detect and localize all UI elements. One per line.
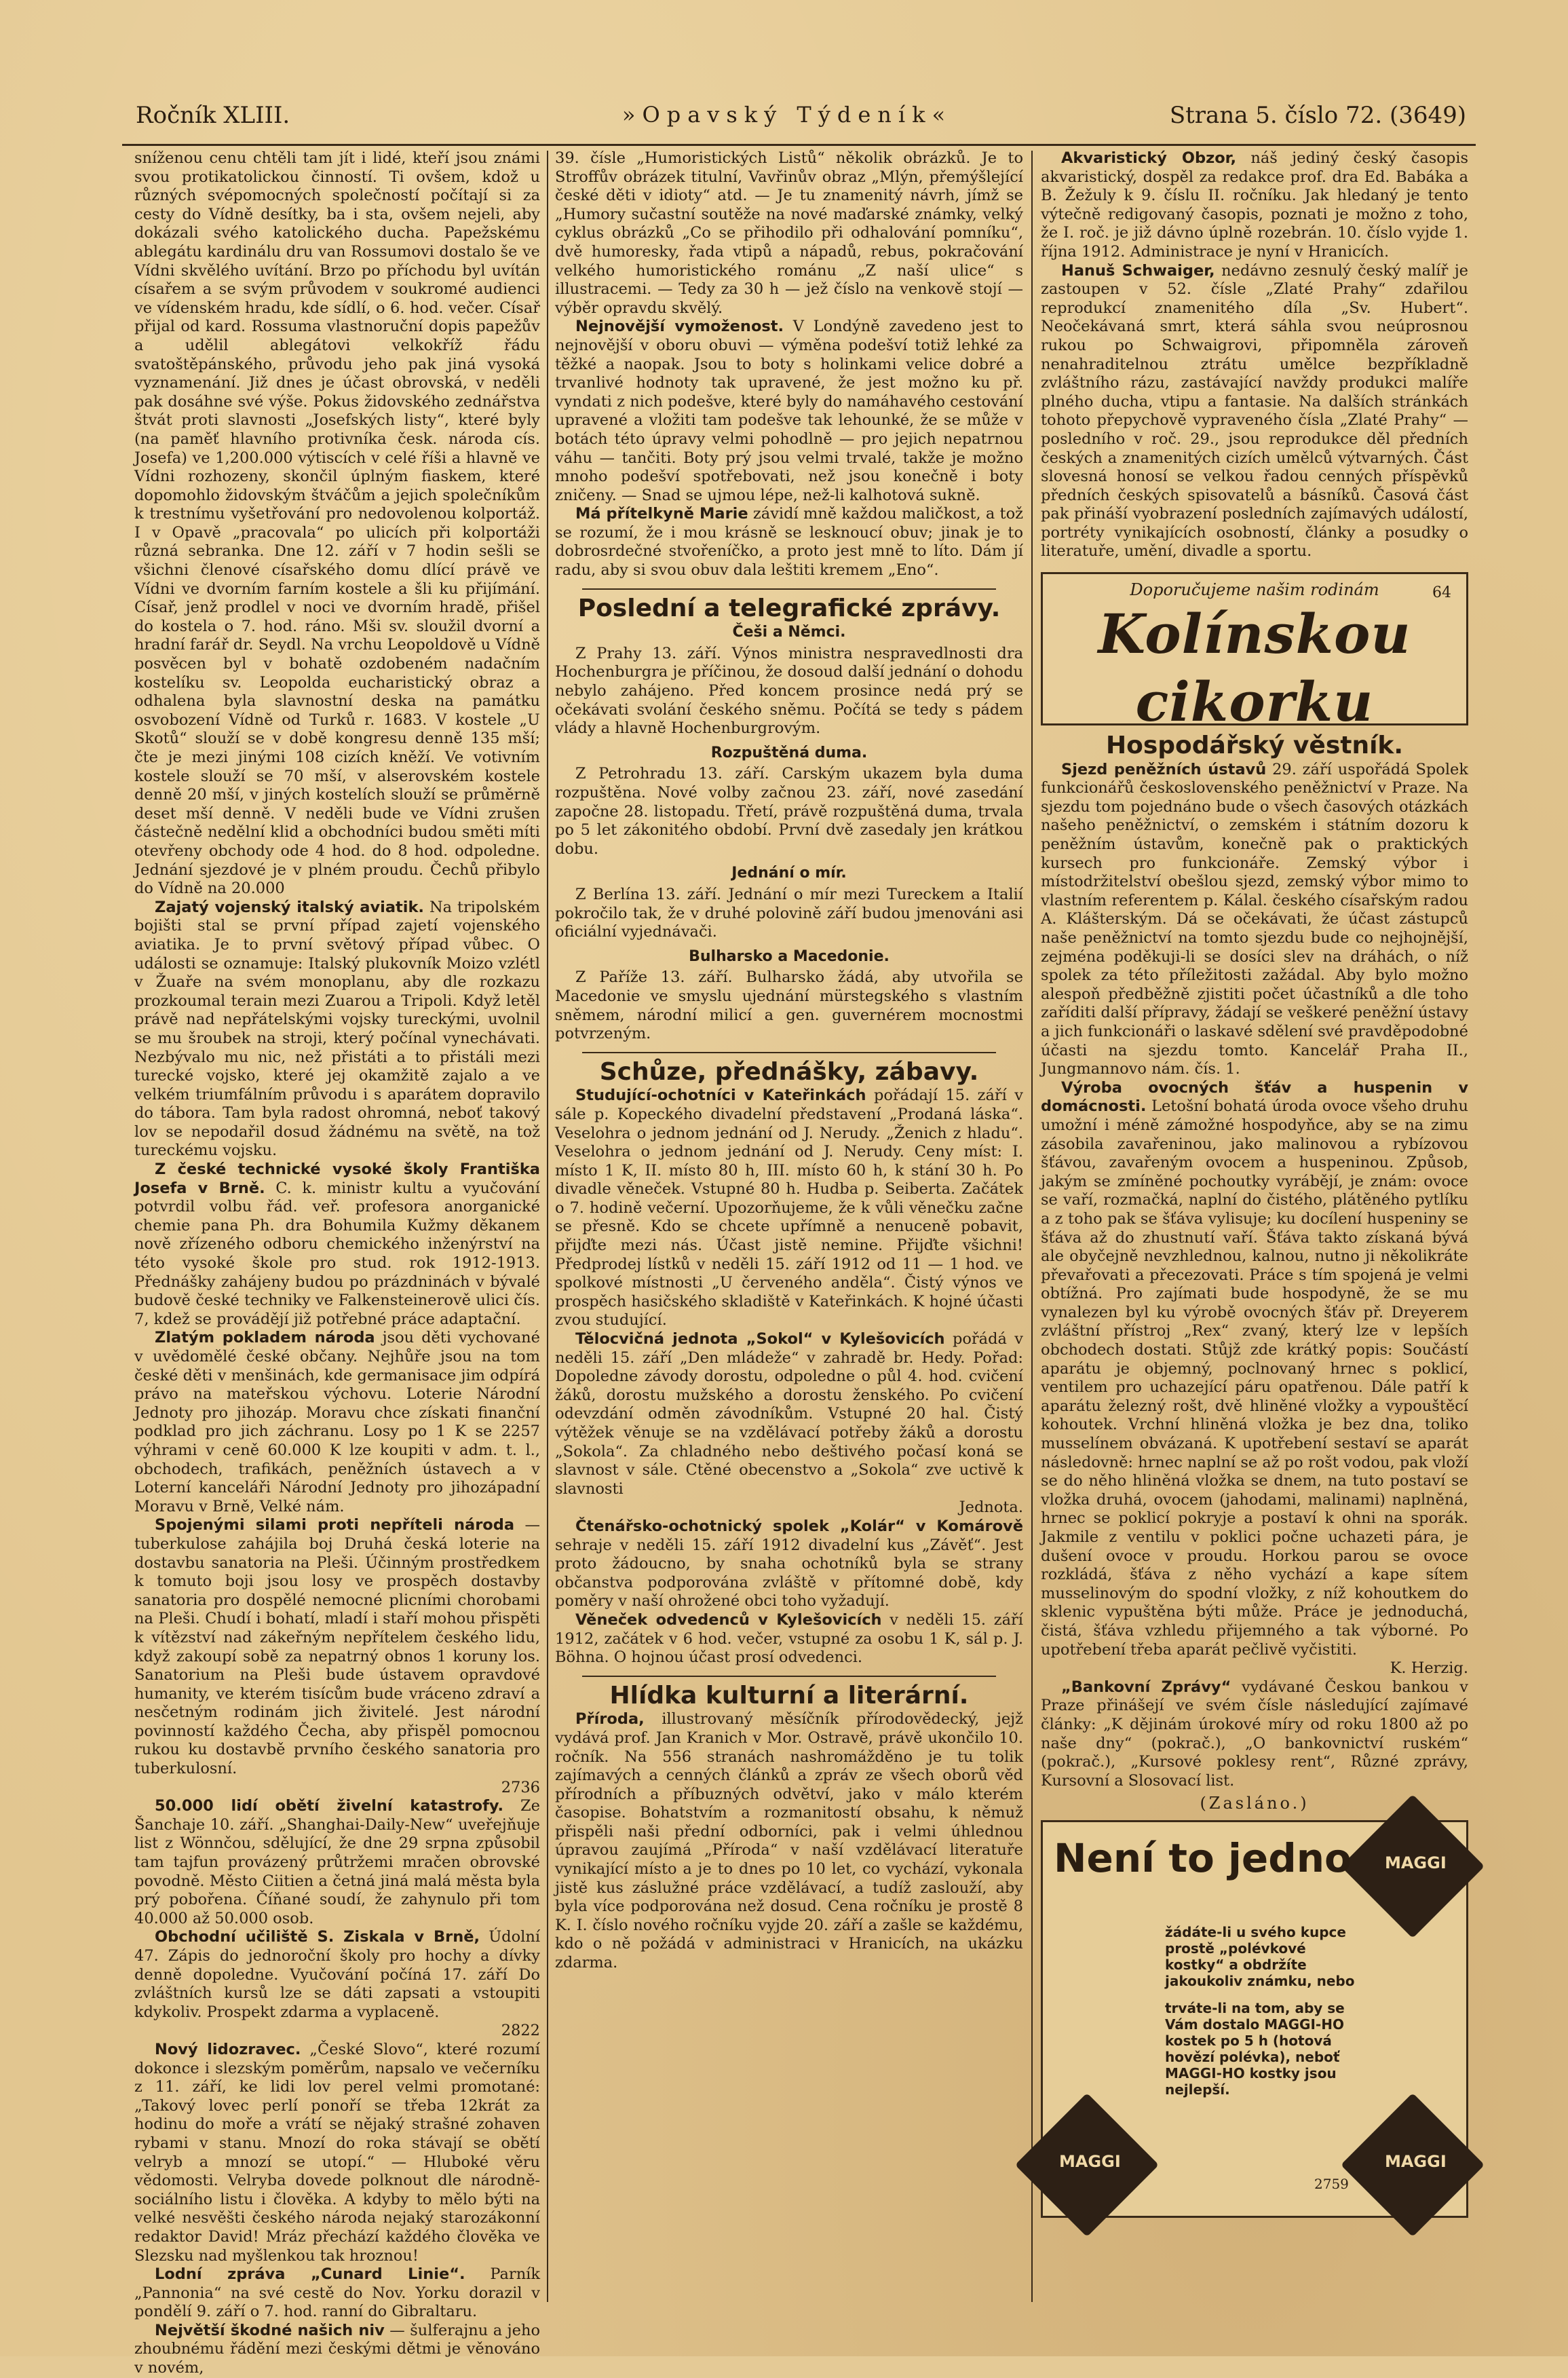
header-masthead: »Opavský Týdeník« — [622, 102, 953, 128]
article — [134, 1797, 540, 1928]
section-heading: Schůze, přednášky, zábavy. — [599, 1057, 979, 1086]
section-separator — [582, 1676, 996, 1677]
maggi-cube-logo: MAGGI — [1015, 2093, 1159, 2237]
article — [134, 1516, 540, 1797]
economy-headline: „Bankovní Zprávy“ — [1061, 1678, 1231, 1696]
article — [134, 1329, 540, 1516]
zaslano-label: (Zasláno.) — [1200, 1794, 1309, 1813]
review-item — [555, 1710, 1023, 1972]
article — [134, 1160, 540, 1329]
ad-code: 2759 — [1314, 2175, 1349, 2192]
article — [555, 318, 1023, 505]
article — [555, 505, 1023, 580]
maggi-headline: Není to jedno — [1054, 1834, 1352, 1881]
subheading: Rozpuštěná duma. — [710, 744, 868, 761]
ad-code: 2736 — [501, 1778, 540, 1796]
subheading: Češi a Němci. — [732, 624, 846, 641]
review-body: nedávno zesnulý český malíř je zastoupen v 52. čísle „Zlaté Prahy“ zdařilou reprodukcí znamenitého díla „Sv. Hubert“. Neočekávaná smrt, která sáhla svou neúprosnou rukou po Schwaigrovi, připomněla zároveň nenahraditelnou ztrátu umělce bezpříkladně zvláštního rázu, zastávající navždy produkci malíře plného ducha, vtipu a fantasie. Na dalších stránkách tohoto přepychově vypraveného čísla „Zlaté Prahy“ — posledního v roč. 29., jsou reprodukce děl předních českých a znamenitých cizích umělců výtvarných. Část slovesná honosí se velkou řadou cenných příspěvků předních českých spisovatelů a básníků. Časová část pak přináší vyobrazení posledních zajímavých událostí, portréty vynikajících osobností, články a posudky o literatuře, umění, divadle a sportu. — [1041, 261, 1468, 561]
column-divider — [547, 151, 548, 2302]
section-separator — [582, 1052, 996, 1053]
ad-code: 2822 — [501, 2022, 540, 2040]
subheading: Bulharsko a Macedonie. — [689, 947, 890, 965]
article-body: Parník „Pannonia“ na své cestě do Nov. Yorku dorazil v pondělí 9. září o 7. hod. ranní do Gibraltaru. — [134, 2265, 541, 2321]
economy-body: 29. září uspořádá Spolek funkcionářů československého peněžnictví v Praze. Na sjezdu tom pojednáno bude o všech časových otázkách našeho peněžnictví, o zemském i státním dozoru k peněžním ústavům, konečně pak o praktických kursech pro funkcionáře. Zemský výbor i místodržitelství obešlou sjezd, zemský výbor mimo to vlastním referentem p. Kálal. českého císařským radou A. Klášterským. Dá se očekávati, že účast zástupců naše peněžnictví na tomto sjezdu bude co nejhojnější, zejména poděkuji-li se dosíci slev na dráhách, o níž spolek za této příležitosti zažádal. Aby bylo možno alespoň předběžně zjistiti počet účastníků a dle toho zaříditi další přípravy, žádají se veškeré peněžní ústavy a jich funkcionáři o laskavé sdělení své pravděpodobné účasti na sjezdu tomto. Kancelář Praha II., Jungmannovo nám. čís. 1. — [1041, 760, 1468, 1078]
review-headline: Hanuš Schwaiger, — [1061, 261, 1215, 280]
article-body: Na tripolském bojišti stal se první případ zajetí vojenského aviatika. Je to první světový případ vůbec. O události se oznamuje: Italský plukovník Moizo vzlétl v Žuaře na svém monoplanu, aby dle rozkazu prozkoumal terain mezi Zuarou a Tripoli. Když letěl právě nad nepřátelskými vojsky tureckými, uvolnil se mu šroubek na stroji, který počínal vynechávati. Nezbývalo mu nic, než přistáti a to přistáli mezi turecké vojsko, které jej okamžitě zajalo a ve velkém triumfálním průvodu i s aparátem dopravilo do tábora. Tam byla radost ohromná, neboť takový lov se nepodařil dosud žádnému na světě, na tož tureckému vojsku. — [134, 898, 540, 1160]
article-body: Ze Šanchaje 10. září. „Shanghai-Daily-New“ uveřejňuje list z Wönnčou, sdělující, že dne 29 srpna způsobil tam tajfun provázený průtržemi mračen obrovské povodně. Město Ciitien a četná jiná malá města byla prý pobořena. Číňané soudí, že zahynulo při tom 40.000 až 50.000 osob. — [134, 1797, 540, 1927]
advertisement-maggi — [1041, 1820, 1468, 2218]
review-headline: Akvaristický Obzor, — [1061, 149, 1237, 167]
review-item — [1041, 262, 1468, 562]
maggi-text-2: trváte-li na tom, aby se Vám dostalo MAGGI-HO kostek po 5 h (hotová hovězí polévka), neboť MAGGI-HO kostky jsou nejlepší. — [1165, 1999, 1345, 2098]
article-body: Údolní 47. Zápis do jednoroční školy pro hochy a dívky denně dopoledne. Vyučování počíná 17. září Do zvláštních kursů lze se dáti zapsati a vstoupiti kdykoliv. Prospekt zdarma a vyplaceně. — [134, 1928, 541, 2021]
article — [134, 1928, 540, 2041]
economy-item — [1041, 1079, 1468, 1678]
column-3 — [1041, 149, 1468, 2307]
ad-number: 64 — [1432, 584, 1451, 602]
article-body: C. k. ministr kultu a vyučování potvrdil volbu řád. veř. profesora anorganické chemie pana Ph. dra Bohumila Kužmy děkanem nově zřízeného odboru chemického inženýrství na této vysoké škole pro stud. rok 1912-1913. Přednášky zahájeny budou po prázdninách v bývalé budově české techniky ve Falkensteinerově ulici čís. 7, kdež se provádějí již potřebné práce adaptační. — [134, 1179, 540, 1328]
economy-headline: Výroba ovocných šťáv a huspenin v domácnosti. — [1041, 1078, 1468, 1116]
column-1 — [134, 149, 541, 2377]
article: 39. čísle „Humoristických Listů“ několik obrázků. Je to Stroffův obrázek titulní, Vavřinův obraz „Mlýn, přemýšlející české děti v idioty“ atd. — Je tu znamenitý návrh, jímž se „Humory sučastní soutěže na nové maďarské známky, velký cyklus obrázků „Co se přihodilo při odhalování pomníku“, dvě humoresky, řada vtipů a nápadů, rebus, pokračování velkého humoristického románu „Z naší ulice“ s illustracemi. — Tedy za 30 h — jež číslo na venkově stojí — výběr opravdu skvělý. — [555, 149, 1023, 317]
article-headline: Z české technické vysoké školy Františka Josefa v Brně. — [134, 1160, 540, 1197]
ad-tagline: Doporučujeme našim rodinám — [1130, 580, 1379, 600]
article-headline: 50.000 lidí obětí živelní katastrofy. — [155, 1797, 504, 1815]
event-body: v neděli 15. září 1912, začátek v 6 hod. večer, vstupné za osobu 1 K, sál p. J. Böhna. O hojnou účast prosí odvedenci. — [555, 1610, 1023, 1667]
event-body: pořádají 15. září v sále p. Kopeckého divadelní představení „Prodaná láska“. Veselohra o jednom jednání od J. Nerudy. „Ženich z hladu“. Veselohra o jednom jednání od J. Nerudy. Ceny míst: I. místo 1 K, II. místo 80 h, III. místo 60 h, k stání 30 h. Po divadle věneček. Vstupné 80 h. Hudba p. Seiberta. Začátek o 7. hodině večerní. Upozorňujeme, že k vůli věnečku začne se přesně. Kdo se chcete upřímně a nenuceně pobavit, přijďte mezi nás. Účast jistě nemine. Přijďte všichni! Předprodej lístků v neděli 15. září 1912 od 11 — 1 hod. ve spolkové místnosti „U červeného anděla“. Čistý výnos ve prospěch hasičského skladiště v Kateřinkách. K hojné účasti zvou studující. — [555, 1087, 1023, 1329]
news-item: Z Paříže 13. září. Bulharsko žádá, aby utvořila se Macedonie ve smyslu ujednání mürstegského s vlastním sněmem, národní milicí a gen. guvernérem mocnostmi potvrzeným. — [555, 968, 1023, 1043]
column-divider — [1031, 151, 1033, 2302]
news-item: Z Berlína 13. září. Jednání o mír mezi Tureckem a Italií pokročilo tak, že v druhé polovině září budou jmenováni asi oficiální vyjednávači. — [555, 885, 1023, 941]
maggi-cube-logo: MAGGI — [1341, 1794, 1485, 1938]
maggi-text-1: žádáte-li u svého kupce prostě „polévkové kostky“ a obdržíte jakoukoliv známku, nebo — [1165, 1923, 1355, 1989]
article-headline: Lodní zpráva „Cunard Linie“. — [155, 2265, 465, 2284]
article-headline: Zlatým pokladem národa — [155, 1329, 375, 1347]
article-body: — tuberkulose zahájila boj Druhá česká loterie na dostavbu sanatoria na Pleši. Účinným prostředkem k tomuto boji jsou losy ve prospěch dostavby sanatoria pro dospělé nemocné plicními chorobami na Pleši. Chudí i bohatí, mladí i staří mohou přispěti k vítězství nad zákeřným nepřítelem českého lidu, když zakoupí sobě za nepatrný obnos 1 koruny los. Sanatorium na Pleši bude ústavem opravdové humanity, ve kterém tisícům bude vráceno zdraví a nesčetným rodinám jich živitelé. Jest národní povinností každého Čecha, aby přispěl pomocnou rukou ku dostavbě prvního českého sanatoria pro tuberkulosní. — [134, 1516, 540, 1778]
event-headline: Čtenářsko-ochotnický spolek „Kolár“ v Komárově — [575, 1517, 1023, 1535]
article — [134, 2322, 540, 2378]
signature: Jednota. — [959, 1498, 1023, 1517]
review-item — [1041, 149, 1468, 262]
header-page-number: Strana 5. číslo 72. (3649) — [1169, 102, 1466, 129]
event-headline: Studující-ochotníci v Kateřinkách — [575, 1087, 866, 1105]
section-heading: Poslední a telegrafické zprávy. — [577, 594, 1001, 622]
economy-body: Letošní bohatá úroda ovoce všeho druhu umožní i méně zámožné hospodyňce, aby se na zimu zásobila zavařeninou, jako malinovou a rybízovou šťávou, zavařeným ovocem a huspeninou. Způsob, jakým se zmíněné pochoutky vyrábějí, je znám: ovoce se vaří, rozmačká, naplní do čistého, plátěného pytlíku a z toho pak se šťáva vylisuje; ku docílení huspeniny se šťáva až do zhustnutí vaří. Šťáva takto získaná bývá ale obyčejně nevzhlednou, kalnou, nutno ji několikráte převařovati a přecezovati. Práce s tím spojená je velmi obtížná. Pro zajímati bude hospodyně, že se mu vynalezen byl ku výrobě ovocných šťáv př. Dreyerem zvláštní přístroj „Rex“ zvaný, který lze v lepších obchodech dostati. Stůjž zde krátký popis: Součástí aparátu je objemný, poclnovaný hrnec s poklicí, ventilem pro uchazející páru opatřenou. Dále patří k aparátu železný rošt, dvě hliněné vložky a vypouštěcí kohoutek. Vrchní hliněná vložka je bez dna, toliko musselínem obvázaná. K upotřebení sestaví se aparát následovně: hrnec naplní se až po rošt vodou, pak vloží se do něho hliněná vložka se dnem, na tuto postaví se vložka druhá, ovocem (jahodami, malinami) naplněná, hrnec se poklicí pokryje a postaví k ohni na sporák. Jakmile z ventilu v poklici počne uchazeti pára, je dušení ovoce v proudu. Horkou parou se ovoce rozkládá, šťáva z něho vychází a kape sítem musselinovým do spodní vložky, z níž kohoutkem do sklenic vypuštěna býti může. Práce je jednoduchá, čistá, šťáva vzhledu přijemného a tak výborné. Po upotřebení třeba aparát pečlivě vyčistiti. — [1041, 1097, 1468, 1659]
review-headline: Příroda, — [575, 1710, 645, 1729]
news-item: Z Petrohradu 13. září. Carským ukazem byla duma rozpuštěna. Nové volby začnou 23. září, nové zasedání započne 28. listopadu. Třetí, právě rozpuštěná duma, trvala po 5 let zákonitého období. První dvě zasedaly jen krátkou dobu. — [555, 765, 1023, 858]
article-body: jsou děti vychované v uvědomělé české občany. Nejhůře jsou na tom české děti v menšinách, kde germanisace jim odpírá právo na mateřskou výchovu. Loterie Národní Jednoty pro jihozáp. Moravu chce získati finanční podklad pro jich záchranu. Losy po 1 K se 2257 výhrami v ceně 60.000 K lze koupiti v adm. t. l., obchodech, trafikách, peněžních ústavech a v Loterní kanceláři Národní Jednoty pro jihozápadní Moravu v Brně, Velké nám. — [134, 1329, 540, 1515]
maggi-text — [1165, 1924, 1369, 2109]
event-headline: Tělocvičná jednota „Sokol“ v Kylešovicích — [575, 1330, 945, 1348]
economy-headline: Sjezd peněžních ústavů — [1061, 760, 1267, 778]
review-body: illustrovaný měsíčník přírodovědecký, jejž vydává prof. Jan Kranich v Mor. Ostravě, právě ukončilo 10. ročník. Na 556 stranách nashromážděno je tu tolik zajímavých a cenných článků a zpráv ze všech oborů věd přírodních a příbuzných odvětví, jako v málo kterém časopise. Bohatstvím a rozmanitostí obsahu, k němuž přispěli naši přední odborníci, pak i velmi úhlednou úpravou zaujímá „Příroda“ v naší vzdělávací literatuře vynikající místo a je to dnes po 10 let, co vychází, vykonala jistě kus záslužné práce vzdělávací, a tudíž zaslouží, aby byla více podporována než dosud. Cena ročníku je prostě 8 K. I. číslo nového ročníku vyjde 20. září a zašle se každému, kdo o ně požádá v administraci v Hranicích, na ukázku zdarma. — [555, 1710, 1024, 1972]
event-item — [555, 1517, 1023, 1611]
ad-title: Kolínskou cikorku — [1098, 601, 1411, 734]
news-item: Z Prahy 13. září. Výnos ministra nespravedlnosti dra Hochenburgra je příčinou, že dosoud další jednání o dohodu nebylo zahájeno. Před koncem prosince nedá prý se očekávati svolání českého sněmu. Počítá se tedy s pádem vlády a hlavně Hochenburgrovým. — [555, 644, 1023, 738]
article-headline: Obchodní učiliště S. Ziskala v Brně, — [155, 1928, 480, 1946]
article-headline: Nejnovější vymoženost. — [575, 318, 784, 336]
event-item — [555, 1330, 1023, 1517]
advertisement-cikorka — [1041, 572, 1468, 734]
maggi-cube-logo: MAGGI — [1341, 2093, 1485, 2237]
section-heading: Hospodářský věstník. — [1105, 732, 1404, 760]
event-headline: Věneček odvedenců v Kylešovicích — [575, 1610, 882, 1629]
article-body: závidí mně každou maličkost, a tož se rozumí, že i mou krásně se lesknoucí obuv; jinak je to dobrosrdečné stvořeníčko, a proto jest mně to líto. Dám jí radu, aby si svou obuv dala leštiti kremem „Eno“. — [555, 505, 1023, 580]
article — [134, 2041, 540, 2265]
header-volume: Ročník XLIII. — [136, 102, 290, 129]
article-headline: Spojenými silami proti nepříteli národa — [155, 1516, 515, 1534]
article-body: — šulferajnu a jeho zhoubnému řádění mezi českými dětmi je věnováno v novém, — [134, 2321, 540, 2377]
article-headline: Zajatý vojenský italský aviatik. — [155, 898, 424, 916]
economy-body: vydávané Českou bankou v Praze přinášejí ve svém čísle následující zajímavé články: „K dějinám úrokové míry od roku 1800 až po naše dny“ (pokrač.), „O bankovnictví ruském“ (pokrač.), „Kursové poklesy rent“, Různé zprávy, Kursovní a Slosovací list. — [1041, 1678, 1468, 1790]
section-separator — [582, 588, 996, 590]
header-rule — [122, 144, 1476, 146]
article — [134, 899, 540, 1160]
section-heading: Hlídka kulturní a literární. — [609, 1681, 969, 1710]
article-headline: Největší škodné našich niv — [155, 2321, 385, 2339]
article-body: „České Slovo“, které rozumí dokonce i slezským poměrům, napsalo ve večerníku z 11. září, ke lidi lov perel velmi promotané: „Takový lovec perlí ponoří se třeba 12krát za hodinu do moře a vrátí se nějaký strašné zohaven rybami v stanu. Mnozí do roka stávají se obětí velryb a mnozí se utopí.“ — Hluboké věru vědomosti. Velryba dovede polknout dle národně-sociálního listu i člověka. A kdyby to mělo býti na velké nesvěšti českého národa nejaký starozákonní redaktor David! Mráz přechází každého člověka ve Slezsku nad myšlenkou tak hroznou! — [134, 2040, 540, 2265]
subheading: Jednání o mír. — [731, 865, 847, 882]
article-headline: Nový lidozravec. — [155, 2040, 301, 2058]
event-item — [555, 1611, 1023, 1667]
article-headline: Má přítelkyně Marie — [575, 505, 748, 523]
event-item — [555, 1087, 1023, 1330]
event-body: sehraje v neděli 15. září 1912 divadelní kus „Závěť“. Jest proto žádoucno, by snaha ochotníků byla se strany občanstva podporována zvláště v přítomné době, kdy poměry v naší ohrožené obci toho vyžadují. — [555, 1536, 1023, 1610]
economy-item — [1041, 761, 1468, 1079]
signature: K. Herzig. — [1390, 1659, 1468, 1678]
event-body: pořádá v neděli 15. září „Den mládeže“ v zahradě br. Hedy. Pořad: Dopoledne závody dorostu, odpoledne o půl 4. hod. cvičení žáků, dorostu mužského a dorostu ženského. Po cvičení odevzdání odměn závodníkům. Vstupné 20 hal. Čistý výtěžek věnuje se na vzdělávací potřeby žáků a dorostu „Sokola“. Za chladného nebo deštivého počasí koná se slavnost v sále. Ctěné obecenstvo a „Sokola“ zve uctivě k slavnosti — [555, 1330, 1023, 1498]
article-body: V Londýně zavedeno jest to nejnovější v oboru obuvi — výměna podešví totiž lehké za těžké a naopak. Jsou to boty s holinkami velice dobré a trvanlivé hodnoty tak upravené, že jest možno ku př. vyndati z nich podešve, které byly do namáhavého cestování upravené a vložiti tam podešve tak lehounké, že se může v botách této úpravy velmi pohodlně — pro jejich nepatrnou váhu — tančiti. Boty prý jsou velmi trvalé, takže je možno mnoho podešví spotřebovati, než jsou konečně i boty zničeny. — Snad se ujmou lépe, než-li kalhotová sukně. — [555, 318, 1023, 504]
review-body: náš jediný český časopis akvaristický, dospěl za redakce prof. dra Ed. Babáka a B. Žežuly k 9. číslu II. ročníku. Jak hledaný je tento výtečně redigovaný časopis, poznati je možno z toho, že I. roč. je již dávno úplně rozebrán. 10. číslo vyjde 1. října 1912. Administrace je nyní v Hranicích. — [1041, 149, 1468, 261]
article: sníženou cenu chtěli tam jít i lidé, kteří jsou známi svou protikatolickou činností. Ti ovšem, kdož u různých svépomocných společností počítají si za cesty do Vídně desítky, ba i sta, ovšem nejeli, aby dokázali svého katolického ducha. Papežskému ablegátu kardinálu dru van Rossumovi dostalo še ve Vídni skvělého uvítání. Brzo po příchodu byl uvítán císařem a se svým průvodem v soukromé audienci ve vídenském hradu, kde sídlí, o 6. hod. večer. Císař přijal od kard. Rossuma vlastnoruční dopis papežův a udělil ablegátovi velkokříž řádu svatoštěpánského, průvodu jeho pak jiná vysoká vyznamenání. Již dnes je účast obrovská, v neděli pak dosáhne své výše. Pokus židovského zednářstva štvát proti slavnosti „Josefských listy“, které byly (na paměť hlavního protivníka česk. národa cís. Josefa) ve 1,200.000 výtiscích v celé říši a hlavně ve Vídni rozhozeny, skončil úplným fiaskem, které dopomohlo židovským štváčům a jejich společníkům k trestnímu vyšetřování pro nedovolenou kolportáž. I v Opavě „pracovala“ po ulicích při kolportáži různá sebranka. Dne 12. září v 7 hodin sešli se všichni členové císařského domu dlící právě ve Vídni ve dvorním farním kostele a šli ku přijímání. Císař, jenž prodlel v noci ve dvorním hradě, přišel do kostela o 7. hod. ráno. Mši sv. sloužil dvorní a hradní farář dr. Seydl. Na vrchu Leopoldově u Vídně posvěcen byl v bohatě ozdobeném nadačním kostelíku sv. Leopolda eucharistický obraz a odhalena byla slavnostní deska na památku osvobození Vídně od Turků r. 1683. V kostele „U Skotů“ slouží se v době kongresu denně 135 mší; čte je mezi jinými 108 cizích kněží. Ve votivním kostele slouží se 70 mší, v alserovském kostele denně 20 mší, v jiných kostelích slouží se průměrně deset mší denně. V neděli bude ve Vídni zrušen částečně nedělní klid a obchodníci budou směti míti otevřeny obchody ode 4 hod. do 8 hod. odpoledne. Jednání sjezdové je v plném proudu. Čechů přibylo do Vídně na 20.000 — [134, 149, 540, 898]
article — [134, 2265, 540, 2322]
economy-item — [1041, 1678, 1468, 1791]
column-2 — [555, 149, 1023, 2307]
